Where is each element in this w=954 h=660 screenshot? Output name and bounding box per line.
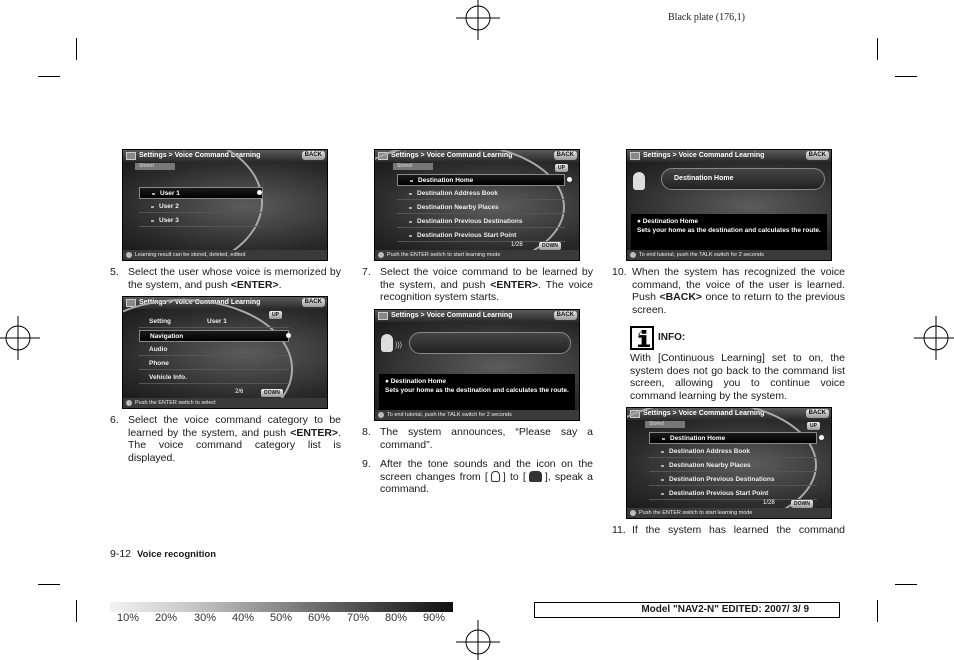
info-panel: ● Destination Home Sets your home as the destination and calculates the route. bbox=[631, 214, 827, 250]
list-item-destination-home[interactable]: Destination Home bbox=[649, 432, 817, 444]
down-button[interactable]: DOWN bbox=[791, 500, 813, 508]
back-button[interactable]: BACK bbox=[302, 298, 325, 307]
list-item-destination-home[interactable]: Destination Home bbox=[397, 174, 565, 186]
bullet-icon bbox=[409, 207, 412, 209]
bullet-icon bbox=[661, 493, 664, 495]
step-11: 11. If the system has learned the command bbox=[612, 524, 845, 536]
list-item-destination-previous-destinations[interactable]: Destination Previous Destinations bbox=[649, 474, 817, 486]
scale-label: 70% bbox=[347, 612, 370, 624]
list-item-audio[interactable]: Audio bbox=[139, 344, 289, 356]
up-button[interactable]: UP bbox=[807, 422, 820, 430]
info-icon bbox=[378, 252, 384, 258]
screen-body bbox=[375, 322, 579, 410]
page-indicator: 1/28 bbox=[511, 242, 523, 248]
screen-user-select bbox=[122, 149, 328, 261]
crop-mark bbox=[895, 76, 917, 77]
pencil-icon bbox=[630, 252, 636, 258]
screen-titlebar: Settings > Voice Command Learning bbox=[123, 150, 327, 162]
bullet-icon bbox=[152, 193, 155, 195]
status-bar: To end tutorial, push the TALK switch for 2 seconds bbox=[627, 250, 831, 260]
list-item-destination-previous-start-point[interactable]: Destination Previous Start Point bbox=[397, 230, 565, 242]
stored-tab[interactable]: Stored bbox=[645, 421, 685, 428]
bullet-icon bbox=[661, 479, 664, 481]
speaking-head-icon bbox=[381, 334, 393, 352]
crop-mark bbox=[877, 600, 878, 622]
info-text: With [Continuous Learning] set to on, the system does not go back to the command list screen, allowing you to continue voice command learning by the system. bbox=[630, 352, 845, 402]
stored-tab[interactable]: Stored bbox=[135, 163, 175, 170]
head-outline-icon bbox=[491, 471, 500, 482]
scale-label: 80% bbox=[385, 612, 408, 624]
screen-titlebar: Settings > Voice Command Learning bbox=[627, 150, 831, 162]
down-button[interactable]: DOWN bbox=[261, 389, 283, 397]
list-item-navigation[interactable]: Navigation bbox=[139, 330, 289, 342]
status-bar: Learning result can be stored, deleted, edited bbox=[123, 250, 327, 260]
crop-mark bbox=[76, 600, 77, 622]
back-button[interactable]: BACK bbox=[554, 311, 577, 320]
info-i-icon bbox=[630, 326, 654, 350]
scale-label: 50% bbox=[270, 612, 293, 624]
status-bar: To end tutorial, push the TALK switch for 2 seconds bbox=[375, 410, 579, 420]
status-bar: Push the ENTER switch to start learning mode bbox=[627, 508, 831, 518]
list-item-phone[interactable]: Phone bbox=[139, 358, 289, 370]
bullet-icon bbox=[661, 451, 664, 453]
page-number: 9-12 bbox=[110, 548, 132, 560]
screen-command-list-return bbox=[626, 407, 832, 519]
list-item-destination-previous-start-point[interactable]: Destination Previous Start Point bbox=[649, 488, 817, 500]
scale-label: 30% bbox=[194, 612, 217, 624]
screen-command-list bbox=[374, 149, 580, 261]
selection-dot-icon bbox=[567, 177, 572, 182]
info-icon bbox=[630, 510, 636, 516]
selection-dot-icon bbox=[286, 333, 291, 338]
back-button[interactable]: BACK bbox=[554, 151, 577, 160]
list-item-destination-nearby-places[interactable]: Destination Nearby Places bbox=[649, 460, 817, 472]
speaking-head-icon bbox=[529, 471, 542, 482]
registration-mark-top bbox=[456, 0, 500, 40]
stored-tab[interactable]: Stored bbox=[393, 163, 433, 170]
scale-label: 90% bbox=[423, 612, 446, 624]
down-button[interactable]: DOWN bbox=[539, 242, 561, 250]
step-6: 6. Select the voice command category to be learned by the system, and push <ENTER>. The voice command category list is displayed. bbox=[110, 414, 341, 464]
registration-mark-right bbox=[914, 316, 954, 360]
section-title: Voice recognition bbox=[137, 549, 217, 560]
info-icon bbox=[126, 400, 132, 406]
screen-category-select bbox=[122, 296, 328, 409]
info-bullet-icon: ● bbox=[385, 378, 391, 385]
settings-icon bbox=[630, 152, 640, 160]
screen-titlebar: Settings > Voice Command Learning bbox=[123, 297, 327, 309]
settings-icon bbox=[378, 312, 388, 320]
screen-voice-prompt bbox=[374, 309, 580, 421]
status-bar: Push the ENTER switch to start learning mode bbox=[375, 250, 579, 260]
bullet-icon bbox=[662, 438, 665, 440]
recognition-pill bbox=[409, 332, 571, 354]
back-button[interactable]: BACK bbox=[302, 151, 325, 160]
status-bar: Push the ENTER switch to select bbox=[123, 398, 327, 408]
list-item-user-1[interactable]: User 1 bbox=[139, 187, 263, 199]
bullet-icon bbox=[409, 221, 412, 223]
crop-mark bbox=[38, 76, 60, 77]
bullet-icon bbox=[151, 220, 154, 222]
screen-body bbox=[123, 309, 327, 398]
list-item-destination-previous-destinations[interactable]: Destination Previous Destinations bbox=[397, 216, 565, 228]
recognized-command-pill: Destination Home bbox=[661, 168, 825, 190]
step-9: 9. After the tone sounds and the icon on the screen changes from [ ] to [ ], speak a command. bbox=[362, 458, 593, 496]
list-item-destination-nearby-places[interactable]: Destination Nearby Places bbox=[397, 202, 565, 214]
screen-body bbox=[123, 162, 327, 250]
sound-waves-icon: ))) bbox=[395, 342, 402, 349]
up-button[interactable]: UP bbox=[269, 311, 282, 319]
selection-dot-icon bbox=[819, 435, 824, 440]
up-button[interactable]: UP bbox=[555, 164, 568, 172]
list-item-vehicle-info[interactable]: Vehicle Info. bbox=[139, 372, 289, 384]
step-5: 5. Select the user whose voice is memorized by the system, and push <ENTER>. bbox=[110, 266, 341, 291]
crop-mark bbox=[76, 38, 77, 60]
registration-mark-left bbox=[0, 316, 40, 360]
bullet-icon bbox=[151, 206, 154, 208]
bullet-icon bbox=[661, 465, 664, 467]
grayscale-bar bbox=[110, 602, 453, 612]
crop-mark bbox=[38, 584, 60, 585]
info-panel: ● Destination Home Sets your home as the destination and calculates the route. bbox=[379, 374, 575, 410]
bullet-icon bbox=[409, 235, 412, 237]
screen-titlebar: Settings > Voice Command Learning bbox=[627, 408, 831, 420]
scale-label: 20% bbox=[155, 612, 178, 624]
step-8: 8. The system announces, “Please say a command”. bbox=[362, 426, 593, 451]
page-indicator: 1/28 bbox=[763, 500, 775, 506]
bullet-icon bbox=[410, 180, 413, 182]
list-item-user-2[interactable]: User 2 bbox=[139, 201, 263, 213]
info-bullet-icon: ● bbox=[637, 218, 643, 225]
screen-recognized bbox=[626, 149, 832, 261]
screen-body bbox=[627, 162, 831, 250]
scale-label: 10% bbox=[117, 612, 140, 624]
crop-mark bbox=[877, 38, 878, 60]
plate-label: Black plate (176,1) bbox=[668, 12, 745, 23]
screen-titlebar: Settings > Voice Command Learning bbox=[375, 150, 579, 162]
scale-label: 60% bbox=[308, 612, 331, 624]
back-button[interactable]: BACK bbox=[806, 409, 829, 418]
page-footer bbox=[110, 548, 216, 560]
model-edition-box: Model "NAV2-N" EDITED: 2007/ 3/ 9 bbox=[534, 602, 840, 618]
crop-mark bbox=[895, 584, 917, 585]
list-item-user-3[interactable]: User 3 bbox=[139, 215, 263, 227]
back-button[interactable]: BACK bbox=[806, 151, 829, 160]
setting-row[interactable]: Setting User 1 bbox=[139, 316, 289, 328]
screen-body bbox=[627, 420, 831, 508]
step-10: 10. When the system has recognized the voice command, the voice of the user is learned. Push <BACK> once to return to the previous screen. bbox=[612, 266, 846, 316]
registration-mark-bottom bbox=[456, 620, 500, 660]
page-indicator: 2/6 bbox=[235, 389, 244, 395]
bullet-icon bbox=[409, 193, 412, 195]
info-icon bbox=[126, 252, 132, 258]
list-item-destination-address-book[interactable]: Destination Address Book bbox=[397, 188, 565, 200]
step-7: 7. Select the voice command to be learned by the system, and push <ENTER>. The voice recognition system starts. bbox=[362, 266, 593, 304]
list-item-destination-address-book[interactable]: Destination Address Book bbox=[649, 446, 817, 458]
screen-body bbox=[375, 162, 579, 250]
selection-dot-icon bbox=[257, 190, 262, 195]
listening-head-icon bbox=[633, 172, 645, 190]
screen-titlebar: Settings > Voice Command Learning bbox=[375, 310, 579, 322]
pencil-icon bbox=[378, 412, 384, 418]
scale-label: 40% bbox=[232, 612, 255, 624]
